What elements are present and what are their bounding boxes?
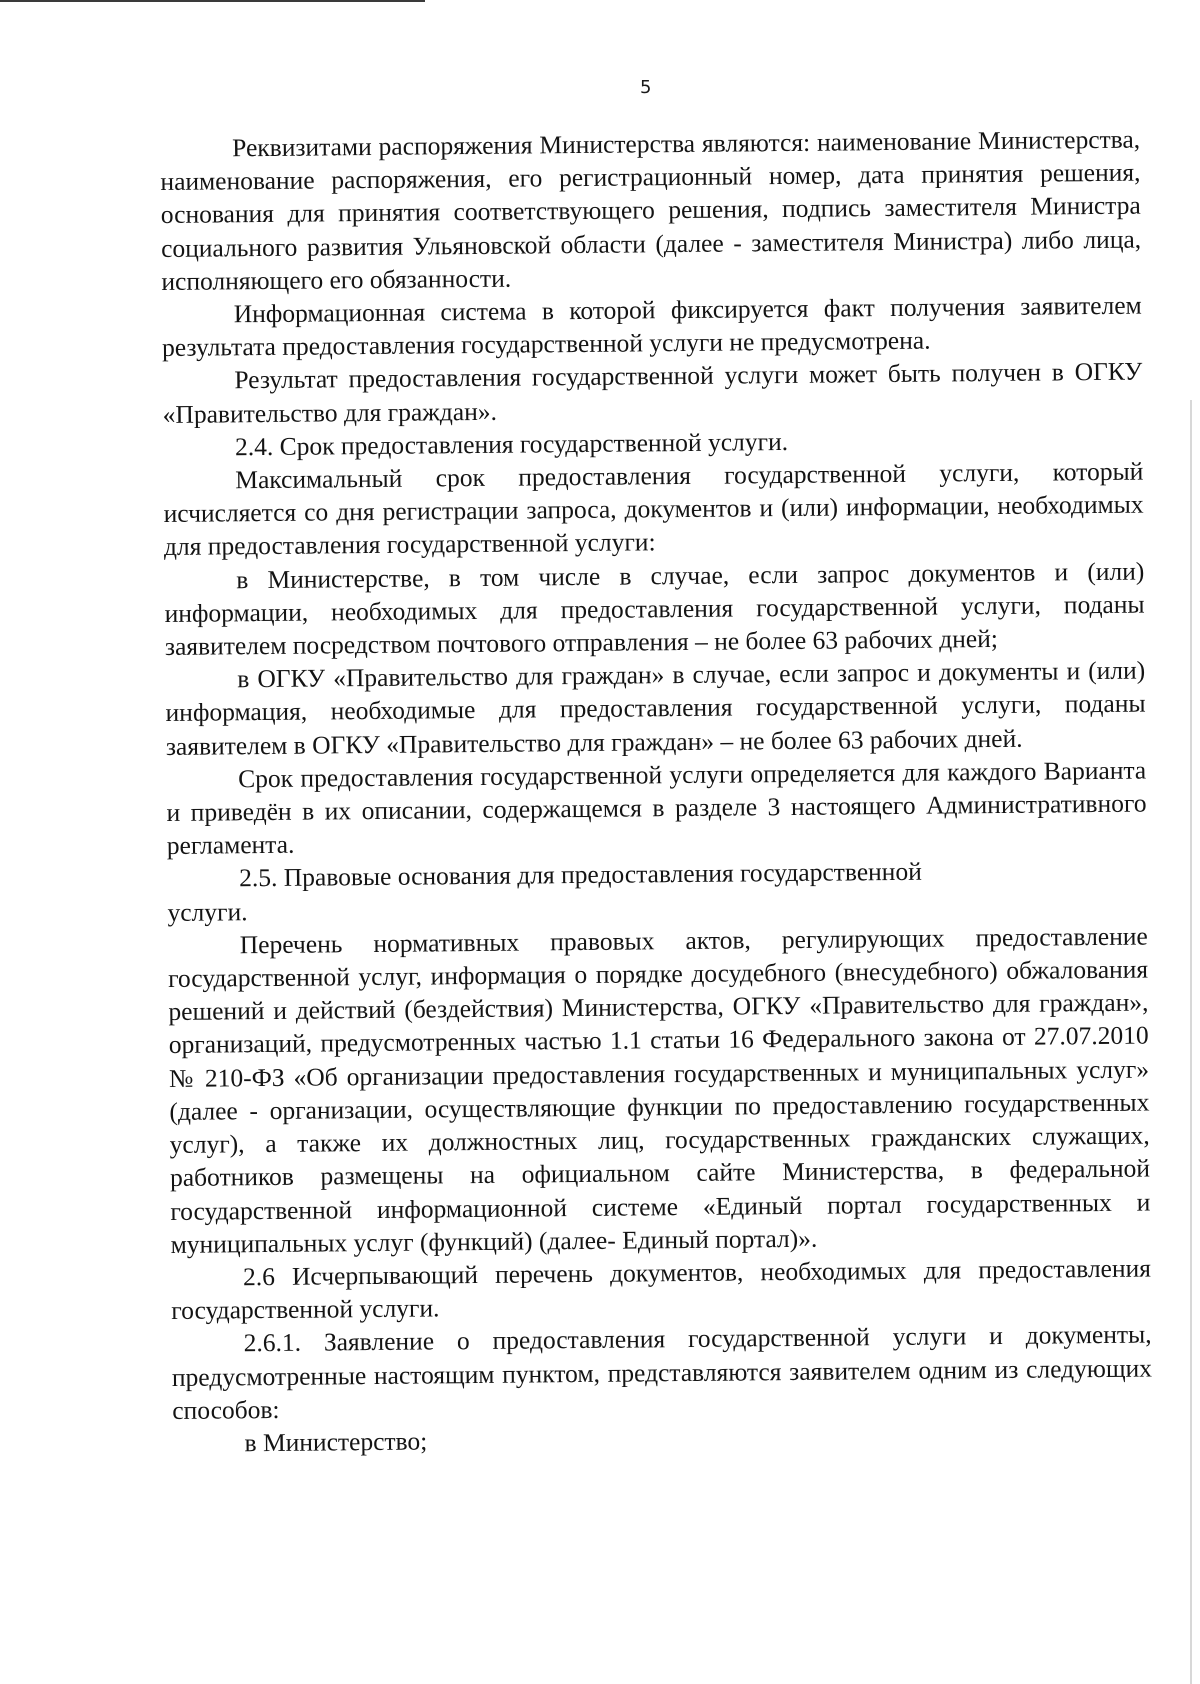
paragraph-term-variant: Срок предоставления государственной услуги определяется для каждого Варианта и приведён в их описании, содержащемся в разделе 3 настоящего Административного регламента.: [166, 755, 1147, 861]
paragraph-term-ministry: в Министерстве, в том числе в случае, если запрос документов и (или) информации, необходимых для предоставления государственной услуги, поданы заявителем посредством почтового отправления – не более 63 рабочих дней;: [164, 556, 1145, 662]
section-heading-2-5: 2.5. Правовые основания для предоставления государственной: [239, 857, 922, 893]
page-number: 5: [640, 77, 652, 98]
paragraph-term-mfc: в ОГКУ «Правительство для граждан» в случае, если запрос и документы и (или) информация, необходимые для предоставления государственной услуги, поданы заявителем в ОГКУ «Правительство для граждан» – не более 63 рабочих дней.: [165, 655, 1146, 761]
section-heading-2-4: 2.4. Срок предоставления государственной услуги.: [234, 426, 789, 462]
paragraph-requisites: Реквизитами распоряжения Министерства являются: наименование Министерства, наименование распоряжения, его регистрационный номер, дата принятия решения, основания для принятия соответствующего решения, подпись заместителя Министра социального развития Ульяновской области (далее - заместителя Министра) либо лица, исполняющего его обязанности.: [160, 124, 1142, 296]
document-body: [160, 123, 1153, 1460]
top-scan-rule: [0, 0, 425, 2]
paragraph-information-system: Информационная система в которой фиксируется факт получения заявителем результата предоставления государственной услуги не предусмотрена.: [161, 290, 1142, 363]
section-heading-2-6: 2.6 Исчерпывающий перечень документов, необходимых для предоставления государственной услуги.: [171, 1253, 1152, 1326]
section-heading-2-5-continued: услуги.: [167, 896, 248, 927]
paragraph-max-term: Максимальный срок предоставления государственной услуги, который исчисляется со дня регистрации запроса, документов и (или) информации, необходимых для предоставления государственной услуги:: [163, 456, 1144, 562]
paragraph-result-mfc: Результат предоставления государственной услуги может быть получен в ОГКУ «Правительство для граждан».: [162, 357, 1143, 429]
paragraph-2-6-1: 2.6.1. Заявление о предоставления государственной услуги и документы, предусмотренные настоящим пунктом, представляются заявителем одним из следующих способов:: [171, 1319, 1153, 1425]
paragraph-to-ministry: в Министерство;: [244, 1426, 428, 1458]
paragraph-legal-acts: Перечень нормативных правовых актов, регулирующих предоставление государственной услуг, информация о порядке досудебного (внесудебного) обжалования решений и действий (бездействия) Министерства, ОГКУ «Правительство для граждан», организаций, предусмотренных частью 1.1 статьи 16 Федерального закона от 27.07.2010 № 210-ФЗ «Об организации предоставления государственных и муниципальных услуг» (далее - организации, осуществляющие функции по предоставлению государственных услуг), а также их должностных лиц, государственных гражданских служащих, работников размещены на официальном сайте Министерства, в федеральной государственной информационной системе «Единый портал государственных и муниципальных услуг (функций) (далее- Единый портал)».: [167, 921, 1151, 1259]
scan-edge-line: [1190, 400, 1192, 1684]
